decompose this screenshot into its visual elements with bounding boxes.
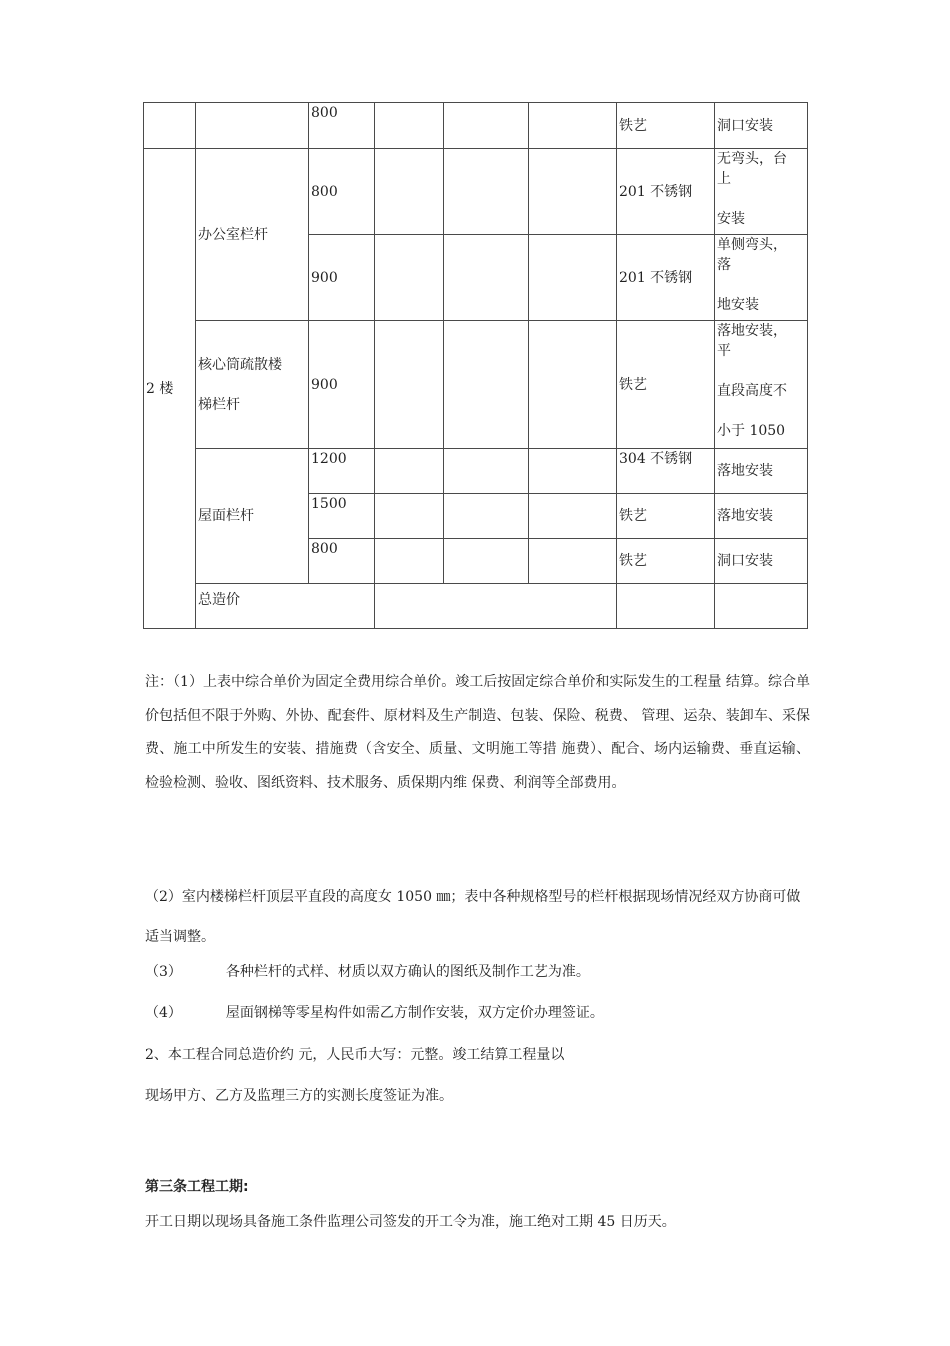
note-cell: 落地安装: [715, 449, 808, 494]
note-cell: 落地安装， 平 直段高度不 小于 1050: [715, 321, 808, 449]
material-cell: 铁艺: [617, 494, 715, 539]
table-row: [144, 149, 808, 235]
floor-2-cell: 2 楼: [144, 149, 196, 629]
railing-spec-table: [143, 102, 808, 629]
table-row: [144, 321, 808, 449]
note-1: 注：（1）上表中综合单价为固定全费用综合单价。竣工后按固定综合单价和实际发生的工程量 结算。综合单价包括但不限于外购、外协、配套件、原材料及生产制造、包装、保险、税费、 管理、运杂、装卸车、采保费、施工中所发生的安装、措施费（含安全、质量、文明施工等措 施费）、配合、场内运输费、垂直运输、检验检测、验收、图纸资料、技术服务、质保期内维 保费、利润等全部费用。: [145, 674, 810, 791]
total-label: 总造价: [196, 584, 375, 629]
height-cell: 800: [309, 103, 375, 149]
group-name-office: 办公室栏杆: [196, 149, 309, 321]
name-cell: [196, 103, 309, 149]
note-2: （2）室内楼梯栏杆顶层平直段的高度女 1050 ㎜；表中各种规格型号的栏杆根据现场情况经双方协商可做适当调整。: [145, 889, 801, 945]
height-cell: 900: [309, 321, 375, 449]
note-cell: 单侧弯头， 落 地安装: [715, 235, 808, 321]
material-cell: 铁艺: [617, 103, 715, 149]
material-cell: 铁艺: [617, 321, 715, 449]
table-row-total: [144, 584, 808, 629]
material-cell: 201 不锈钢: [617, 149, 715, 235]
note-4: （4） 屋面钢梯等零星构件如需乙方制作安装，双方定价办理签证。: [145, 1005, 604, 1021]
clause-3-text: 开工日期以现场具备施工条件监理公司签发的开工令为准，施工绝对工期 45 日历天。: [145, 1214, 676, 1230]
clause-3-title: 第三条工程工期:: [145, 1179, 249, 1195]
note-3: （3） 各种栏杆的式样、材质以双方确认的图纸及制作工艺为准。: [145, 964, 590, 980]
height-cell: 900: [309, 235, 375, 321]
height-cell: 800: [309, 539, 375, 584]
group-name-rooftop: 屋面栏杆: [196, 449, 309, 584]
material-cell: 304 不锈钢: [617, 449, 715, 494]
note-cell: 洞口安装: [715, 103, 808, 149]
height-cell: 1200: [309, 449, 375, 494]
note-cell: 落地安装: [715, 494, 808, 539]
material-cell: 201 不锈钢: [617, 235, 715, 321]
note-cell: 无弯头，台 上 安装: [715, 149, 808, 235]
table-row: [144, 449, 808, 494]
group-name-core-stair: 核心筒疏散楼 梯栏杆: [196, 321, 309, 449]
clause-2-line-1: 2、本工程合同总造价约 元，人民币大写：元整。竣工结算工程量以: [145, 1047, 565, 1063]
floor-cell: [144, 103, 196, 149]
material-cell: 铁艺: [617, 539, 715, 584]
table-row: [144, 103, 808, 149]
height-cell: 800: [309, 149, 375, 235]
clause-2-line-2: 现场甲方、乙方及监理三方的实测长度签证为准。: [145, 1088, 453, 1104]
height-cell: 1500: [309, 494, 375, 539]
note-cell: 洞口安装: [715, 539, 808, 584]
